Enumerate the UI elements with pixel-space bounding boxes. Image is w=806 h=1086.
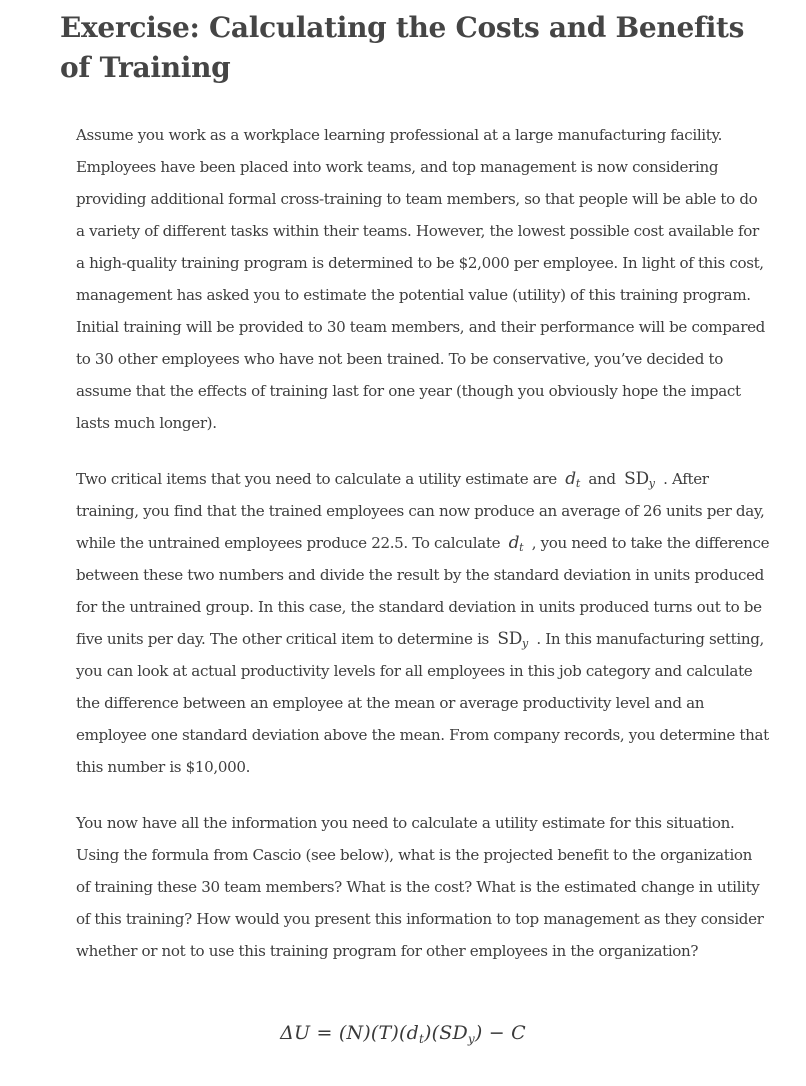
formula-dt-open: (d <box>399 1022 419 1044</box>
page-title: Exercise: Calculating the Costs and Benefits of Training <box>60 11 745 84</box>
formula-minus: − <box>488 1022 505 1044</box>
formula-sdy <box>432 1022 483 1044</box>
formula-dt <box>399 1022 432 1044</box>
math-d-t-subscript: t <box>575 477 580 490</box>
math-sd-y-base: SD <box>624 469 649 489</box>
formula-t: (T) <box>370 1022 400 1044</box>
formula-c: C <box>511 1022 526 1044</box>
math-d-t-2-base: d <box>508 533 520 553</box>
paragraph-and: and <box>588 470 616 488</box>
formula-dt-sub: t <box>419 1032 425 1046</box>
formula-delta-u: ΔU <box>280 1022 311 1044</box>
paragraph-text-3: , you need to take the difference between these two numbers and divide the result by the standard deviation in units produced for the untrained group. In this case, the standard deviation in units produced turns out to be five units per day. The other critical item to determine is <box>76 534 770 648</box>
formula-sdy-close: ) <box>474 1022 483 1044</box>
math-d-t-2 <box>505 533 528 553</box>
paragraph-text-2: . After training, you find that the trained employees can now produce an average of 26 units per day, while the untrained employees produce 22.5. To calculate <box>76 470 765 552</box>
formula-sdy-sub: y <box>467 1032 475 1046</box>
formula-n: (N) <box>338 1022 371 1044</box>
formula-equals: = <box>316 1022 333 1044</box>
math-sd-y-2 <box>493 629 531 649</box>
formula-dt-close: ) <box>424 1022 432 1044</box>
paragraph-critical-items <box>76 463 770 783</box>
math-sd-y-2-base: SD <box>497 629 522 649</box>
paragraph-text-4: . In this manufacturing setting, you can look at actual productivity levels for all employees in this job category and calculate the difference between an employee at the mean or average productivity level and an employee one standard deviation above the mean. From company records, you determine that this number is $10,000. <box>76 630 769 776</box>
math-d-t-2-subscript: t <box>519 541 524 554</box>
math-d-t <box>561 469 584 489</box>
formula-sdy-open: (SD <box>431 1022 468 1044</box>
math-d-t-base: d <box>565 469 576 489</box>
paragraph-text-1: Two critical items that you need to calculate a utility estimate are <box>76 470 557 488</box>
math-sd-y <box>620 469 658 489</box>
paragraph-intro: Assume you work as a workplace learning professional at a large manufacturing facility. Employees have been placed into work teams, and top management is now considering providing additional formal cross-training to team members, so that people will be able to do a variety of different tasks within their teams. However, the lowest possible cost available for a high-quality training program is determined to be $2,000 per employee. In light of this cost, management has asked you to estimate the potential value (utility) of this training program. Initial training will be provided to 30 team members, and their performance will be compared to 30 other employees who have not been trained. To be conservative, you’ve decided to assume that the effects of training last for one year (though you obviously hope the impact lasts much longer). <box>76 126 765 432</box>
utility-formula <box>0 1022 806 1044</box>
math-sd-y-2-subscript: y <box>521 637 528 650</box>
paragraph-question: You now have all the information you need to calculate a utility estimate for this situation. Using the formula from Cascio (see below), what is the projected benefit to the organization of training these 30 team members? What is the cost? What is the estimated change in utility of this training? How would you present this information to top management as they consider whether or not to use this training program for other employees in the organization? <box>76 814 764 960</box>
math-sd-y-subscript: y <box>648 477 655 490</box>
